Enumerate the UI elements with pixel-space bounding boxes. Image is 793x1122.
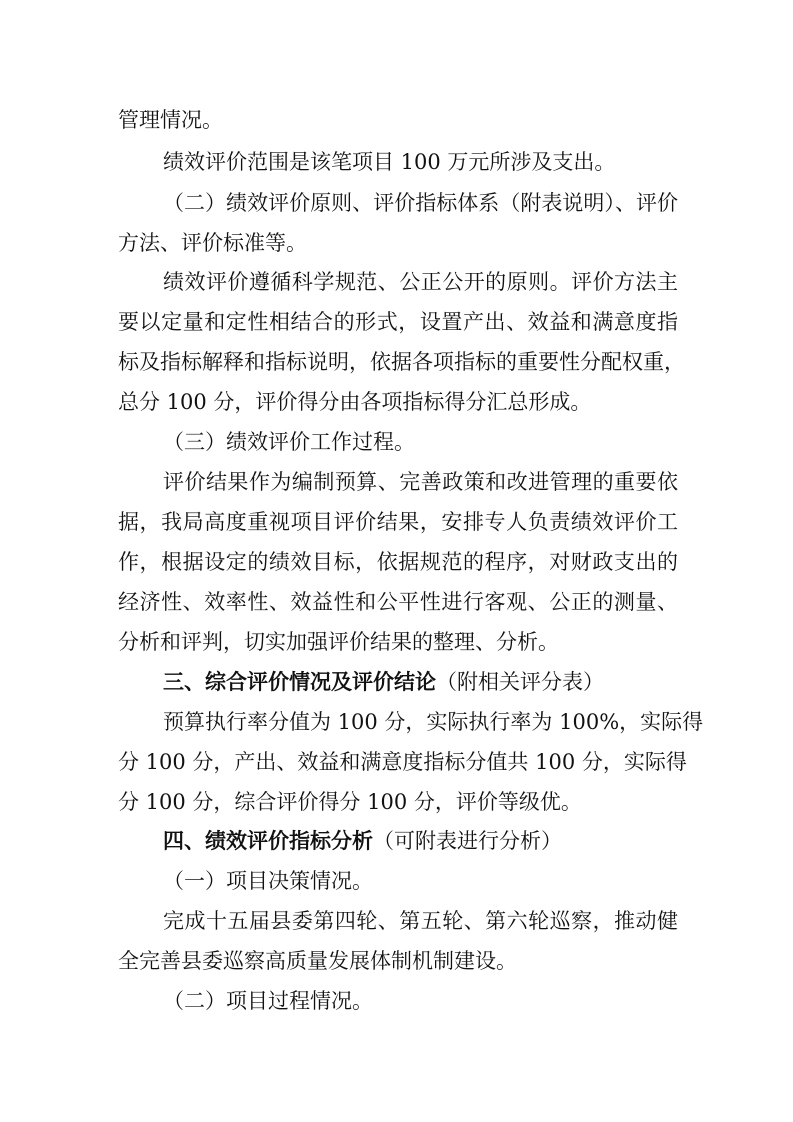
paragraph-line: 完成十五届县委第四轮、第五轮、第六轮巡察，推动健 <box>163 909 678 933</box>
subsection-heading-2: （二）绩效评价原则、评价指标体系（附表说明）、评价 <box>163 191 678 215</box>
paragraph-line: 据，我局高度重视项目评价结果，安排专人负责绩效评价工 <box>118 510 678 534</box>
paragraph-line: 标及指标解释和指标说明，依据各项指标的重要性分配权重， <box>118 350 685 374</box>
paragraph-line: 绩效评价范围是该笔项目 100 万元所涉及支出。 <box>163 150 616 174</box>
paragraph-line: 要以定量和定性相结合的形式，设置产出、效益和满意度指 <box>118 310 678 334</box>
paragraph-line: 总分 100 分，评价得分由各项指标得分汇总形成。 <box>118 390 592 414</box>
section-4-title: 四、绩效评价指标分析 <box>163 829 373 853</box>
subsection-heading-3: （三）绩效评价工作过程。 <box>163 430 415 454</box>
paragraph-line: 预算执行率分值为 100 分，实际执行率为 100%，实际得 <box>163 710 704 734</box>
subsection-heading-1: （一）项目决策情况。 <box>163 869 373 893</box>
paragraph-line: 经济性、效率性、效益性和公平性进行客观、公正的测量、 <box>118 590 678 614</box>
section-3-title: 三、综合评价情况及评价结论 <box>163 670 436 694</box>
paragraph-line: 全完善县委巡察高质量发展体制机制建设。 <box>118 949 517 973</box>
section-3-heading <box>163 668 678 696</box>
paragraph-line: 管理情况。 <box>118 108 223 132</box>
section-4-heading <box>163 827 678 855</box>
subsection-heading-2b: （二）项目过程情况。 <box>163 989 373 1013</box>
paragraph-line: 分析和评判，切实加强评价结果的整理、分析。 <box>118 630 559 654</box>
paragraph-line: 评价结果作为编制预算、完善政策和改进管理的重要依 <box>163 470 678 494</box>
paragraph-line: 分 100 分，产出、效益和满意度指标分值共 100 分，实际得 <box>118 750 687 774</box>
paragraph-line: 分 100 分，综合评价得分 100 分，评价等级优。 <box>118 790 582 814</box>
paragraph-line: 绩效评价遵循科学规范、公正公开的原则。评价方法主 <box>163 270 678 294</box>
paragraph-line: 作，根据设定的绩效目标，依据规范的程序，对财政支出的 <box>118 550 678 574</box>
paragraph-line: 方法、评价标准等。 <box>118 231 307 255</box>
section-3-note: （附相关评分表） <box>436 670 604 694</box>
section-4-note: （可附表进行分析） <box>373 829 562 853</box>
